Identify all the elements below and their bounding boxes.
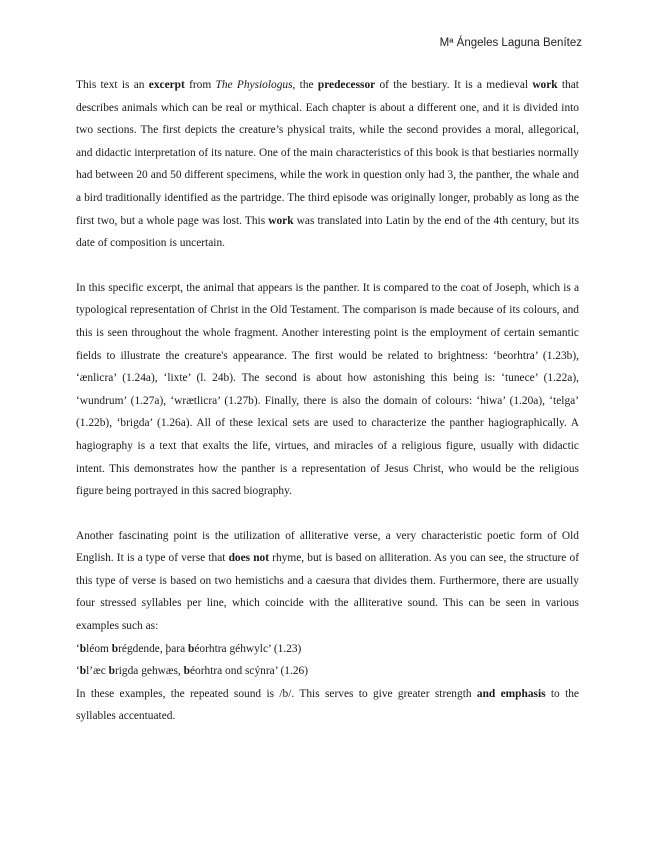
text-run: ‘	[76, 642, 80, 655]
text-run: rigda gehwæs,	[114, 665, 184, 678]
alliteration-letter: b	[183, 665, 190, 678]
bold-run: does not	[228, 552, 270, 565]
text-run: éorhtra géhwylc’ (1.23)	[194, 642, 302, 655]
paragraph-intro	[76, 74, 579, 255]
text-run: éorhtra ond scýnra’ (1.26)	[189, 665, 309, 678]
verse-example-2	[76, 660, 579, 683]
paragraph-gap	[76, 255, 579, 277]
document-body	[76, 74, 579, 728]
alliteration-letter: b	[188, 642, 195, 655]
bold-run: predecessor	[317, 79, 376, 91]
text-run: that describes animals which can be real or mythical. Each chapter is about a different one, and it is divided into two sections. The first depicts the creature’s physical traits, while the second provides a moral, allegorical, and didactic interpretation of its nature. One of the main characteristics of this book is that bestiaries normally had between 20 and 50 different specimens, while the work in question only had 3, the panther, the whale and a bird traditionally identified as the partridge. The third episode was originally longer, probably as long as the first two, but a whole page was lost. This	[76, 79, 579, 227]
text-run: was translated into Latin by the end of the 4th century, but its date of composition is uncertain.	[76, 214, 580, 250]
paragraph-panther: In this specific excerpt, the animal that appears is the panther. It is compared to the coat of Joseph, which is a typological representation of Christ in the Old Testament. The comparison is made because of its colours, and this is seen throughout the whole fragment. Another interesting point is the employment of certain semantic fields to illustrate the creature's appearance. The first would be related to brightness: ‘beorhtra’ (1.23b), ‘ænlicra’ (1.24a), ‘lixte’ (l. 24b). The second is about how astonishing this being is: ‘tunece’ (1.22a), ‘wundrum’ (1.27a), ‘wrætlicra’ (1.27b). Finally, there is also the domain of colours: ‘hiwa’ (1.20a), ‘telga’ (1.22b), ‘brigda’ (1.26a). All of these lexical sets are used to characterize the panther hagiographically. A hagiography is a text that exalts the life, virtues, and miracles of a religious figure, usually with didactic intent. This demonstrates how the panther is a representation of Jesus Christ, who would be the religious figure being portrayed in this sacred biography.	[76, 281, 579, 498]
verse-example-1	[76, 638, 579, 661]
text-run: In these examples, the repeated sound is /b/. This serves to give greater strength	[76, 687, 477, 700]
alliteration-letter: b	[111, 642, 119, 655]
text-run: l’æc	[86, 665, 109, 678]
text-run: , the	[292, 79, 318, 91]
text-run: léom	[86, 642, 112, 655]
alliteration-letter: b	[108, 665, 115, 678]
text-run: ‘	[76, 665, 80, 678]
text-run: régdende, þara	[118, 642, 188, 655]
page-header-author: Mª Ángeles Laguna Benítez	[439, 37, 582, 49]
text-run: of the bestiary. It is a medieval	[375, 79, 533, 91]
italic-title: The Physiologus	[215, 79, 293, 91]
text-run: Another fascinating point is the utilization of alliterative verse, a very characteristic poetic form of Old English. It is a type of verse that	[76, 529, 579, 565]
text-run: rhyme, but is based on alliteration. As you can see, the structure of this type of verse is based on two hemistichs and a caesura that divides them. Furthermore, there are usually four stressed syllables per line, which coincide with the alliterative sound. This can be seen in various examples such as:	[76, 552, 579, 633]
paragraph-alliteration	[76, 525, 579, 638]
bold-run: and emphasis	[476, 687, 546, 700]
paragraph-conclusion	[76, 683, 579, 728]
bold-run: work	[532, 79, 558, 91]
text-run: to the syllables accentuated.	[76, 687, 579, 723]
paragraph-gap	[76, 503, 579, 525]
alliteration-letter: b	[79, 665, 87, 678]
bold-run: excerpt	[148, 79, 185, 91]
text-run: This text is an	[76, 79, 149, 91]
alliteration-letter: b	[79, 642, 87, 655]
text-run: from	[184, 79, 216, 91]
bold-run: work	[268, 214, 294, 227]
